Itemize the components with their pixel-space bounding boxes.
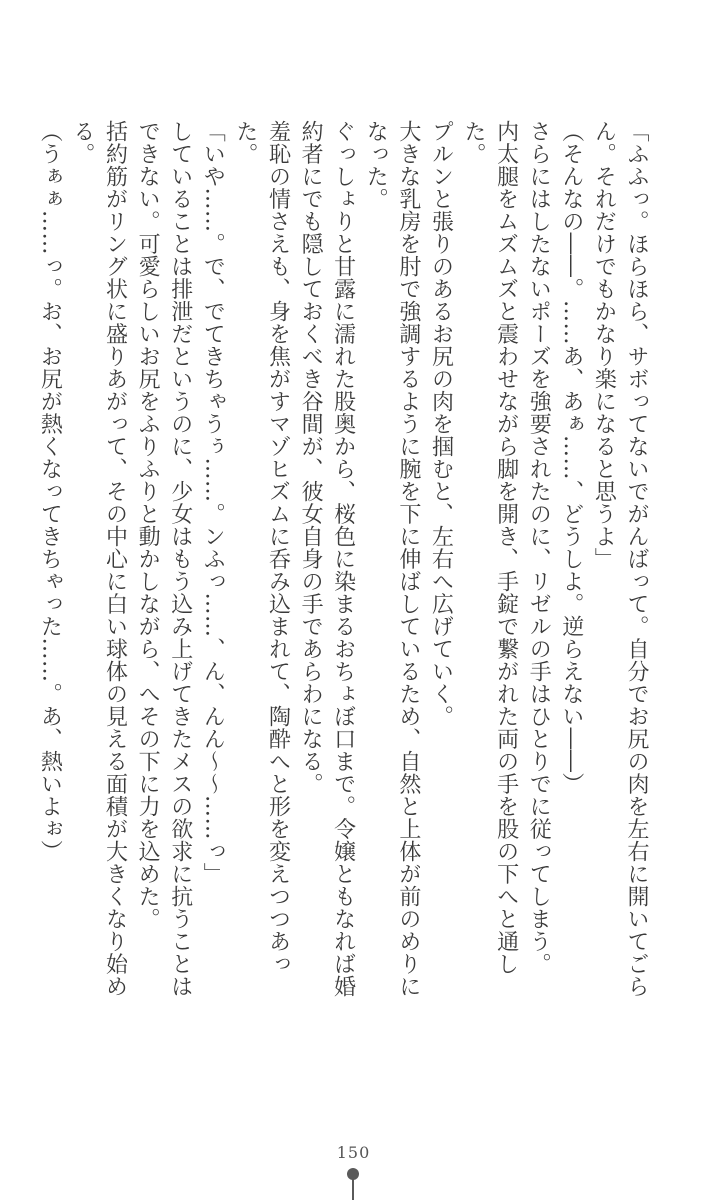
page-marker-icon (347, 1168, 359, 1200)
paragraph-10: していることは排泄だというのに、少女はもう込み上げてきたメスの欲求に抗うことはできない。可愛らしいお尻をふりふりと動かしながら、へその下に力を込めた。 (135, 120, 193, 998)
marker-line (352, 1178, 354, 1200)
paragraph-3: さらにはしたないポーズを強要されたのに、リゼルの手はひとりでに従ってしまう。 (526, 120, 552, 975)
paragraph-11: 括約筋がリング状に盛りあがって、その中心に白い球体の見える面積が大きくなり始める。 (69, 120, 128, 998)
paragraph-12: （うぁぁ……っ。お、お尻が熱くなってきちゃった……。あ、熱いよぉ） (37, 120, 63, 863)
paragraph-1: 「ふふっ。ほらほら、サボってないでがんばって。自分でお尻の肉を左右に開いてごらん。それだけでもかなり楽になると思うよ」 (591, 120, 649, 998)
paragraph-7: ぐっしょりと甘露に濡れた股奥から、桜色に染まるおちょぼ口まで。令嬢ともなれば婚約者にでも隠しておくべき谷間が、彼女自身の手であらわになる。 (298, 120, 356, 998)
paragraph-4: 内太腿をムズムズと震わせながら脚を開き、手錠で繋がれた両の手を股の下へと通した。 (461, 120, 519, 975)
vertical-text-body (37, 120, 652, 1000)
paragraph-9: 「いや……。で、でてきちゃうぅ……。ンふっ……、ん、んん～～……っ」 (200, 120, 226, 885)
paragraph-8: 羞恥の情さえも、身を焦がすマゾヒズムに呑み込まれて、陶酔へと形を変えつつあった。 (232, 120, 291, 975)
paragraph-2: （そんなの――。……あ、あぁ……、どうしよ。逆らえない――） (558, 120, 584, 795)
paragraph-6: 大きな乳房を肘で強調するように腕を下に伸ばしているため、自然と上体が前のめりになった。 (363, 120, 421, 998)
page-number: 150 (336, 1143, 371, 1162)
paragraph-5: プルンと張りのあるお尻の肉を掴むと、左右へ広げていく。 (428, 120, 454, 728)
